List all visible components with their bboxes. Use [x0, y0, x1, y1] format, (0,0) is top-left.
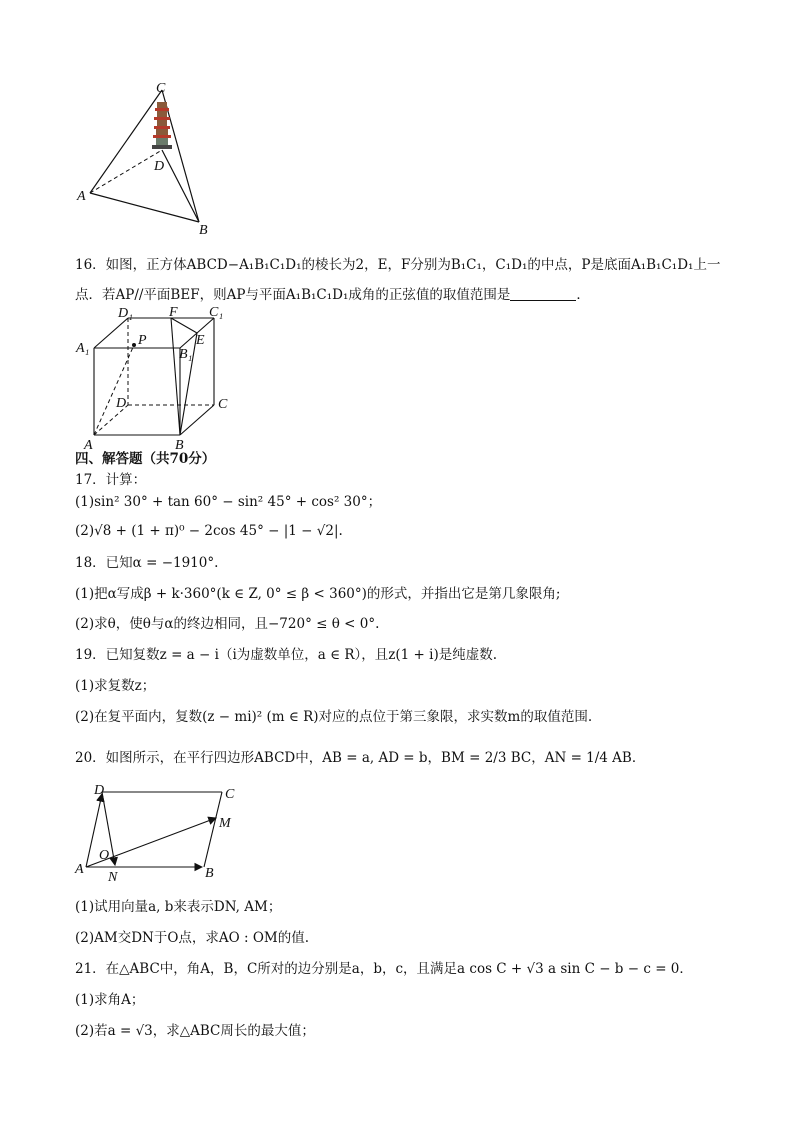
q21-title: 21．在△ABC中，角A，B，C所对的边分别是a，b，c，且满足a cos C + √3 a sin C − b − c = 0．: [75, 961, 693, 977]
para-label-D: D: [94, 783, 105, 798]
para-label-O: O: [99, 848, 110, 863]
cube-label-F: F: [169, 305, 178, 320]
q16-line2-text: 点．若AP//平面BEF，则AP与平面A₁B₁C₁D₁成角的正弦值的取值范围是: [75, 287, 511, 303]
section-heading: 四、解答题（共70分）: [75, 451, 216, 467]
edge-DB: [162, 150, 199, 222]
label-C: C: [156, 81, 166, 96]
edge-AD-dashed: [90, 150, 165, 193]
q21-part2: (2)若a = √3，求△ABC周长的最大值；: [75, 1023, 315, 1039]
edge-AB: [90, 193, 199, 222]
q20-part2: (2)AM交DN于O点，求AO : OM的值.: [75, 930, 310, 946]
cube-label-B: B: [175, 438, 184, 452]
q18-part1: (1)把α写成β + k·360°(k ∈ Z, 0° ≤ β < 360°)的形式，并指出它是第几象限角;: [75, 586, 561, 602]
pagoda-icon: [152, 102, 172, 149]
cube-label-D1: D₁: [118, 306, 133, 321]
label-A: A: [77, 189, 86, 204]
figure-parallelogram: [72, 780, 252, 884]
q20-title: 20．如图所示，在平行四边形ABCD中，AB = a, AD = b，BM = 2/3 BC，AN = 1/4 AB．: [75, 750, 646, 766]
para-label-B: B: [205, 866, 214, 881]
q16-line1: 16．如图，正方体ABCD−A₁B₁C₁D₁的棱长为2，E，F分别为B₁C₁，C₁D₁的中点，P是底面A₁B₁C₁D₁上一: [75, 257, 721, 273]
cube-label-C1: C₁: [209, 305, 224, 320]
q19-title: 19．已知复数z = a − i（i为虚数单位，a ∈ R），且z(1 + i)是纯虚数.: [75, 647, 498, 663]
q17-part1: (1)sin² 30° + tan 60° − sin² 45° + cos² 30°；: [75, 494, 382, 510]
para-label-M: M: [219, 816, 231, 831]
q21-part1: (1)求角A；: [75, 992, 145, 1008]
answer-blank: [510, 286, 576, 301]
para-label-C: C: [225, 787, 235, 802]
label-B: B: [199, 223, 208, 238]
q19-part2: (2)在复平面内，复数(z − mi)² (m ∈ R)对应的点位于第三象限，求实数m的取值范围.: [75, 709, 593, 725]
cube-label-P: P: [138, 333, 147, 348]
cube-label-C: C: [218, 397, 228, 412]
edge-CA: [90, 90, 165, 193]
figure-pagoda-triangle: [70, 78, 230, 238]
cube-label-B1: B₁: [179, 347, 193, 362]
label-D: D: [154, 159, 165, 174]
q19-part1: (1)求复数z；: [75, 678, 156, 694]
cube-label-A1: A₁: [76, 341, 90, 356]
para-label-A: A: [75, 862, 84, 877]
q18-part2: (2)求θ，使θ与α的终边相同，且−720° ≤ θ < 0°.: [75, 616, 380, 632]
q17-part2: (2)√8 + (1 + π)⁰ − 2cos 45° − |1 − √2|.: [75, 523, 343, 539]
cube-label-E: E: [196, 333, 205, 348]
q17-title: 17．计算：: [75, 472, 147, 488]
q20-part1: (1)试用向量a, b来表示DN, AM；: [75, 899, 282, 915]
q16-line2-end: ．: [576, 287, 590, 303]
cube-label-A: A: [84, 438, 93, 452]
para-label-N: N: [108, 870, 118, 884]
figure-cube: [72, 300, 242, 452]
cube-label-D: D: [116, 396, 127, 411]
q18-title: 18．已知α = −1910°.: [75, 555, 219, 571]
